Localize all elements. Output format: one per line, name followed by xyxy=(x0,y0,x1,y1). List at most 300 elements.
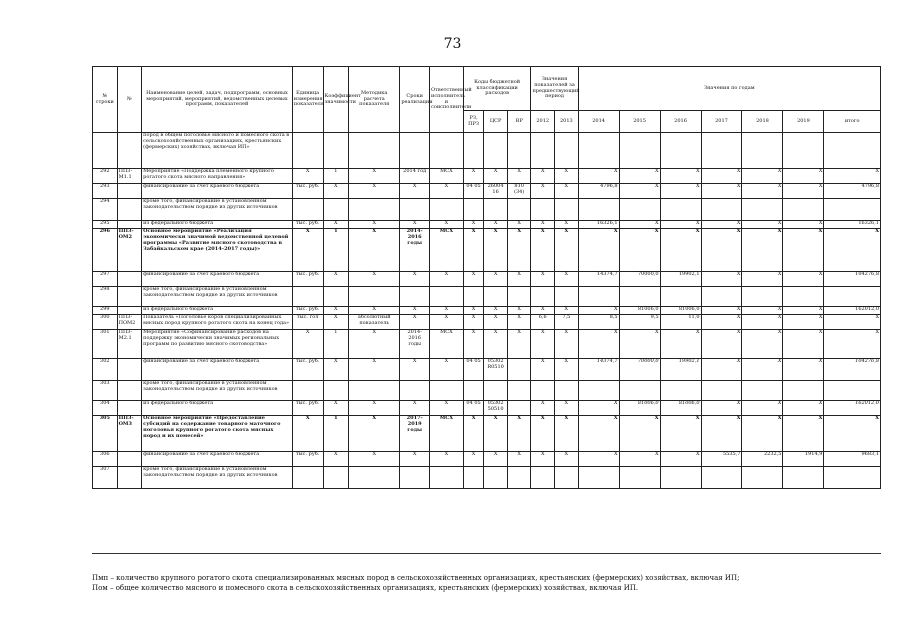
cell-csr: Х xyxy=(484,169,508,184)
table-row xyxy=(93,133,881,169)
cell-vr xyxy=(507,381,531,401)
cell-n: 305 xyxy=(93,416,118,452)
cell-y16 xyxy=(660,467,701,489)
cell-y14: Х xyxy=(578,401,619,416)
cell-p13 xyxy=(555,381,579,401)
cell-y15: Х xyxy=(619,416,660,452)
header-2013: 2013 xyxy=(555,111,579,133)
cell-code xyxy=(117,199,142,221)
cell-coef: Х xyxy=(323,221,349,229)
cell-y15 xyxy=(619,381,660,401)
cell-n: 307 xyxy=(93,467,118,489)
cell-term: 2014-2016 годы xyxy=(400,229,430,272)
cell-y19 xyxy=(783,133,824,169)
cell-unit xyxy=(292,133,323,169)
cell-unit: Х xyxy=(292,416,323,452)
cell-code xyxy=(117,452,142,467)
cell-p13: Х xyxy=(555,169,579,184)
cell-coef: 1 xyxy=(323,229,349,272)
cell-p13 xyxy=(555,467,579,489)
cell-name: из федерального бюджета xyxy=(142,307,293,315)
cell-y14: 16326,1 xyxy=(578,221,619,229)
cell-y15 xyxy=(619,199,660,221)
cell-method: Х xyxy=(349,169,400,184)
cell-y17: Х xyxy=(701,307,742,315)
cell-y18: Х xyxy=(742,401,783,416)
table-header xyxy=(93,67,881,133)
cell-y17: Х xyxy=(701,184,742,199)
cell-y16: Х xyxy=(660,184,701,199)
cell-n: 292 xyxy=(93,169,118,184)
cell-resp: Х xyxy=(430,401,464,416)
cell-term xyxy=(400,287,430,307)
header-2018: 2018 xyxy=(742,111,783,133)
cell-unit: тыс. руб. xyxy=(292,359,323,381)
cell-y19: Х xyxy=(783,359,824,381)
cell-code xyxy=(117,467,142,489)
cell-name: финансирование за счет краевого бюджета xyxy=(142,272,293,287)
cell-name: кроме того, финансирование в установленном законодательством порядке из других источников xyxy=(142,199,293,221)
cell-tot: Х xyxy=(824,416,881,452)
cell-p12: Х xyxy=(531,330,555,359)
cell-unit xyxy=(292,199,323,221)
cell-resp: Х xyxy=(430,315,464,330)
cell-y14 xyxy=(578,133,619,169)
cell-rz xyxy=(463,467,483,489)
cell-y16: 81006,0 xyxy=(660,307,701,315)
cell-y16: Х xyxy=(660,169,701,184)
cell-code: ПП3-ОМ3 xyxy=(117,416,142,452)
cell-term: Х xyxy=(400,452,430,467)
table-row xyxy=(93,381,881,401)
cell-resp xyxy=(430,133,464,169)
cell-tot: Х xyxy=(824,330,881,359)
cell-y16: Х xyxy=(660,416,701,452)
cell-p13: Х xyxy=(555,416,579,452)
cell-y18: 2232,5 xyxy=(742,452,783,467)
header-csr: ЦСР xyxy=(484,111,508,133)
cell-p13: Х xyxy=(555,307,579,315)
cell-tot xyxy=(824,381,881,401)
cell-y16: 81006,0 xyxy=(660,401,701,416)
cell-name: пород в общем поголовье мясного и помесного скота в сельскохозяйственных организациях, крестьянских (фермерских) хозяйствах, включая ИП» xyxy=(142,133,293,169)
cell-tot: 104276,8 xyxy=(824,272,881,287)
cell-coef: Х xyxy=(323,401,349,416)
cell-coef xyxy=(323,381,349,401)
cell-csr: Х xyxy=(484,229,508,272)
header-row-no: № строки xyxy=(93,67,118,133)
cell-csr xyxy=(484,133,508,169)
cell-tot: Х xyxy=(824,169,881,184)
cell-resp xyxy=(430,199,464,221)
cell-resp xyxy=(430,381,464,401)
cell-term: 2014-2016 годы xyxy=(400,330,430,359)
cell-y14 xyxy=(578,287,619,307)
cell-code xyxy=(117,359,142,381)
cell-unit: тыс. руб. xyxy=(292,184,323,199)
cell-tot: Х xyxy=(824,315,881,330)
cell-y15: 81006,0 xyxy=(619,401,660,416)
cell-y16: Х xyxy=(660,229,701,272)
cell-method xyxy=(349,467,400,489)
cell-y16 xyxy=(660,287,701,307)
cell-p12: Х xyxy=(531,272,555,287)
cell-rz: Х xyxy=(463,330,483,359)
cell-p12 xyxy=(531,467,555,489)
cell-y18: Х xyxy=(742,416,783,452)
cell-unit xyxy=(292,467,323,489)
cell-method: Х xyxy=(349,184,400,199)
cell-resp: Х xyxy=(430,221,464,229)
cell-y15: 70000,0 xyxy=(619,272,660,287)
cell-rz: 04 05 xyxy=(463,401,483,416)
cell-method xyxy=(349,199,400,221)
cell-y19: Х xyxy=(783,401,824,416)
cell-rz xyxy=(463,133,483,169)
cell-p12: Х xyxy=(531,221,555,229)
cell-vr xyxy=(507,467,531,489)
cell-p12: Х xyxy=(531,307,555,315)
cell-csr: 05302 50510 xyxy=(484,401,508,416)
cell-unit: тыс. руб. xyxy=(292,221,323,229)
cell-unit: тыс. гол xyxy=(292,315,323,330)
cell-p13 xyxy=(555,287,579,307)
cell-rz: 04 05 xyxy=(463,359,483,381)
header-method: Методика расчета показателя xyxy=(349,67,400,133)
cell-y18 xyxy=(742,287,783,307)
cell-unit: тыс. руб. xyxy=(292,272,323,287)
cell-code xyxy=(117,272,142,287)
cell-y17: Х xyxy=(701,229,742,272)
cell-n: 303 xyxy=(93,381,118,401)
cell-name: Мероприятие «Софинансирование расходов на поддержку экономически значимых региональных программ по развитию мясного скотоводства» xyxy=(142,330,293,359)
table-row xyxy=(93,330,881,359)
cell-p13: Х xyxy=(555,452,579,467)
cell-term: Х xyxy=(400,315,430,330)
cell-term: Х xyxy=(400,401,430,416)
cell-unit: Х xyxy=(292,330,323,359)
cell-method xyxy=(349,287,400,307)
cell-method: Х xyxy=(349,401,400,416)
cell-vr: Х xyxy=(507,221,531,229)
cell-csr: Х xyxy=(484,272,508,287)
cell-y14: Х xyxy=(578,416,619,452)
cell-y18: Х xyxy=(742,330,783,359)
cell-csr: Х xyxy=(484,330,508,359)
cell-y16: 11,0 xyxy=(660,315,701,330)
cell-y15: 81006,0 xyxy=(619,307,660,315)
cell-resp: Х xyxy=(430,359,464,381)
table-row xyxy=(93,199,881,221)
cell-csr: 26004 16 xyxy=(484,184,508,199)
cell-y16 xyxy=(660,381,701,401)
cell-n: 304 xyxy=(93,401,118,416)
cell-n: 298 xyxy=(93,287,118,307)
cell-y18: Х xyxy=(742,169,783,184)
header-name: Наименование целей, задач, подпрограмм, основных мероприятий, мероприятий, ведомственных целевых программ, показателей xyxy=(142,67,293,133)
cell-term xyxy=(400,381,430,401)
cell-rz: Х xyxy=(463,416,483,452)
cell-y17: Х xyxy=(701,169,742,184)
header-2017: 2017 xyxy=(701,111,742,133)
cell-unit xyxy=(292,381,323,401)
cell-y18: Х xyxy=(742,272,783,287)
cell-code xyxy=(117,381,142,401)
cell-unit xyxy=(292,287,323,307)
cell-term: Х xyxy=(400,221,430,229)
cell-method: Х xyxy=(349,359,400,381)
cell-y17 xyxy=(701,199,742,221)
cell-term: 2014 год xyxy=(400,169,430,184)
table-row xyxy=(93,416,881,452)
cell-p12: Х xyxy=(531,184,555,199)
cell-unit: тыс. руб. xyxy=(292,401,323,416)
cell-y17: Х xyxy=(701,315,742,330)
cell-y16 xyxy=(660,199,701,221)
cell-n: 306 xyxy=(93,452,118,467)
table-row xyxy=(93,184,881,199)
cell-p13: Х xyxy=(555,221,579,229)
cell-y14: 14374,7 xyxy=(578,272,619,287)
cell-y17: Х xyxy=(701,221,742,229)
cell-term: Х xyxy=(400,184,430,199)
cell-code: ПП3-М2.1 xyxy=(117,330,142,359)
cell-y18 xyxy=(742,133,783,169)
cell-tot xyxy=(824,287,881,307)
cell-term: Х xyxy=(400,307,430,315)
cell-resp: Х xyxy=(430,184,464,199)
table-row xyxy=(93,467,881,489)
cell-y15: Х xyxy=(619,184,660,199)
cell-name: Мероприятие «Поддержка племенного крупного рогатого скота мясного направления» xyxy=(142,169,293,184)
cell-coef: Х xyxy=(323,452,349,467)
cell-y14: Х xyxy=(578,330,619,359)
cell-coef: 1 xyxy=(323,330,349,359)
header-term: Сроки реализации xyxy=(400,67,430,133)
cell-method: Х xyxy=(349,452,400,467)
cell-coef: 1 xyxy=(323,416,349,452)
cell-rz: Х xyxy=(463,452,483,467)
cell-y14: 14374,7 xyxy=(578,359,619,381)
cell-term: Х xyxy=(400,359,430,381)
header-rz: РЗ, ПРЗ xyxy=(463,111,483,133)
cell-name: Показатель «Поголовье коров специализированных мясных пород крупного рогатого скота на конец года» xyxy=(142,315,293,330)
cell-n: 297 xyxy=(93,272,118,287)
cell-resp: МСХ xyxy=(430,416,464,452)
cell-term: 2017-2019 годы xyxy=(400,416,430,452)
cell-tot: 16326,1 xyxy=(824,221,881,229)
header-code: № xyxy=(117,67,142,133)
cell-y14: Х xyxy=(578,452,619,467)
cell-tot: 104276,8 xyxy=(824,359,881,381)
header-2012: 2012 xyxy=(531,111,555,133)
cell-y15: Х xyxy=(619,169,660,184)
cell-coef xyxy=(323,287,349,307)
cell-vr xyxy=(507,133,531,169)
table-body xyxy=(93,133,881,489)
cell-code xyxy=(117,401,142,416)
footnote-divider xyxy=(92,553,881,554)
cell-y15: Х xyxy=(619,452,660,467)
cell-vr xyxy=(507,359,531,381)
table-row xyxy=(93,169,881,184)
cell-p12 xyxy=(531,133,555,169)
cell-vr xyxy=(507,401,531,416)
table-row xyxy=(93,359,881,381)
cell-y16: 19902,1 xyxy=(660,272,701,287)
table-row xyxy=(93,272,881,287)
cell-y19: Х xyxy=(783,221,824,229)
cell-name: финансирование за счет краевого бюджета xyxy=(142,452,293,467)
cell-csr: Х xyxy=(484,452,508,467)
cell-name: кроме того, финансирование в установленном законодательством порядке из других источников xyxy=(142,467,293,489)
cell-csr xyxy=(484,381,508,401)
table-row xyxy=(93,315,881,330)
cell-y19 xyxy=(783,381,824,401)
cell-y15: Х xyxy=(619,330,660,359)
cell-p13 xyxy=(555,133,579,169)
page-number: 73 xyxy=(443,36,462,52)
header-2016: 2016 xyxy=(660,111,701,133)
cell-n: 293 xyxy=(93,184,118,199)
cell-y16: Х xyxy=(660,221,701,229)
cell-y19: Х xyxy=(783,169,824,184)
header-unit: Единица измерения показателя xyxy=(292,67,323,133)
cell-n: 300 xyxy=(93,315,118,330)
cell-unit: тыс. руб. xyxy=(292,452,323,467)
cell-p13: Х xyxy=(555,401,579,416)
cell-y18: Х xyxy=(742,184,783,199)
cell-term xyxy=(400,199,430,221)
cell-code: ПП3-М1.1 xyxy=(117,169,142,184)
cell-p12: Х xyxy=(531,169,555,184)
cell-y17: 5535,7 xyxy=(701,452,742,467)
cell-y16: Х xyxy=(660,452,701,467)
cell-y19: Х xyxy=(783,272,824,287)
cell-y19: Х xyxy=(783,307,824,315)
cell-rz: Х xyxy=(463,272,483,287)
cell-method: Х xyxy=(349,330,400,359)
cell-y16: 19902,1 xyxy=(660,359,701,381)
cell-p13: 7,5 xyxy=(555,315,579,330)
cell-coef: 1 xyxy=(323,169,349,184)
cell-resp: МСХ xyxy=(430,229,464,272)
cell-coef: Х xyxy=(323,307,349,315)
cell-code xyxy=(117,287,142,307)
cell-tot xyxy=(824,199,881,221)
cell-y19: Х xyxy=(783,184,824,199)
cell-y19 xyxy=(783,467,824,489)
cell-y18: Х xyxy=(742,307,783,315)
cell-y19: Х xyxy=(783,229,824,272)
cell-y17: Х xyxy=(701,359,742,381)
cell-n xyxy=(93,133,118,169)
cell-y14 xyxy=(578,199,619,221)
cell-rz: Х xyxy=(463,229,483,272)
cell-y19: Х xyxy=(783,330,824,359)
cell-coef xyxy=(323,467,349,489)
cell-method xyxy=(349,133,400,169)
cell-tot xyxy=(824,467,881,489)
cell-n: 301 xyxy=(93,330,118,359)
cell-method: Х xyxy=(349,229,400,272)
cell-code: ПП3-ОМ2 xyxy=(117,229,142,272)
cell-coef: Х xyxy=(323,359,349,381)
cell-rz: 04 05 xyxy=(463,184,483,199)
cell-resp xyxy=(430,467,464,489)
header-values-by-year: Значения по годам xyxy=(578,67,880,111)
cell-method: абсолютный показатель xyxy=(349,315,400,330)
cell-y14: Х xyxy=(578,229,619,272)
cell-tot: 9683,1 xyxy=(824,452,881,467)
cell-term xyxy=(400,467,430,489)
cell-y18: Х xyxy=(742,359,783,381)
cell-n: 302 xyxy=(93,359,118,381)
cell-tot: 4796,8 xyxy=(824,184,881,199)
cell-vr: Х xyxy=(507,416,531,452)
cell-method: Х xyxy=(349,416,400,452)
cell-y14: Х xyxy=(578,307,619,315)
cell-y14 xyxy=(578,467,619,489)
cell-csr: Х xyxy=(484,315,508,330)
cell-y18: Х xyxy=(742,221,783,229)
cell-csr xyxy=(484,287,508,307)
cell-p12: Х xyxy=(531,401,555,416)
cell-coef: Х xyxy=(323,184,349,199)
header-2014: 2014 xyxy=(578,111,619,133)
cell-y17: Х xyxy=(701,272,742,287)
cell-vr xyxy=(507,199,531,221)
cell-code xyxy=(117,133,142,169)
cell-csr: Х xyxy=(484,221,508,229)
cell-p12: Х xyxy=(531,359,555,381)
cell-vr: Х xyxy=(507,330,531,359)
header-budget-codes: Коды бюджетной классификации расходов xyxy=(463,67,531,111)
cell-resp: МСХ xyxy=(430,330,464,359)
cell-n: 295 xyxy=(93,221,118,229)
cell-p13: Х xyxy=(555,272,579,287)
cell-method: Х xyxy=(349,221,400,229)
cell-tot: 162012,0 xyxy=(824,307,881,315)
cell-y17 xyxy=(701,287,742,307)
cell-vr: 810 (34) xyxy=(507,184,531,199)
cell-resp: МСХ xyxy=(430,169,464,184)
cell-p13: Х xyxy=(555,184,579,199)
cell-csr: Х xyxy=(484,307,508,315)
cell-y14: Х xyxy=(578,169,619,184)
cell-rz: Х xyxy=(463,307,483,315)
cell-p12 xyxy=(531,199,555,221)
cell-unit: Х xyxy=(292,229,323,272)
header-2019: 2019 xyxy=(783,111,824,133)
cell-y19: Х xyxy=(783,315,824,330)
table-row xyxy=(93,287,881,307)
cell-p13: Х xyxy=(555,359,579,381)
cell-name: из федерального бюджета xyxy=(142,221,293,229)
cell-p12: 6,6 xyxy=(531,315,555,330)
cell-p13: Х xyxy=(555,330,579,359)
cell-y17: Х xyxy=(701,330,742,359)
cell-vr: Х xyxy=(507,272,531,287)
cell-tot: 162012,0 xyxy=(824,401,881,416)
cell-y17: Х xyxy=(701,416,742,452)
cell-rz xyxy=(463,199,483,221)
header-vr: ВР xyxy=(507,111,531,133)
cell-unit: тыс. руб. xyxy=(292,307,323,315)
cell-y16: Х xyxy=(660,330,701,359)
header-total: итого xyxy=(824,111,881,133)
cell-term: Х xyxy=(400,272,430,287)
